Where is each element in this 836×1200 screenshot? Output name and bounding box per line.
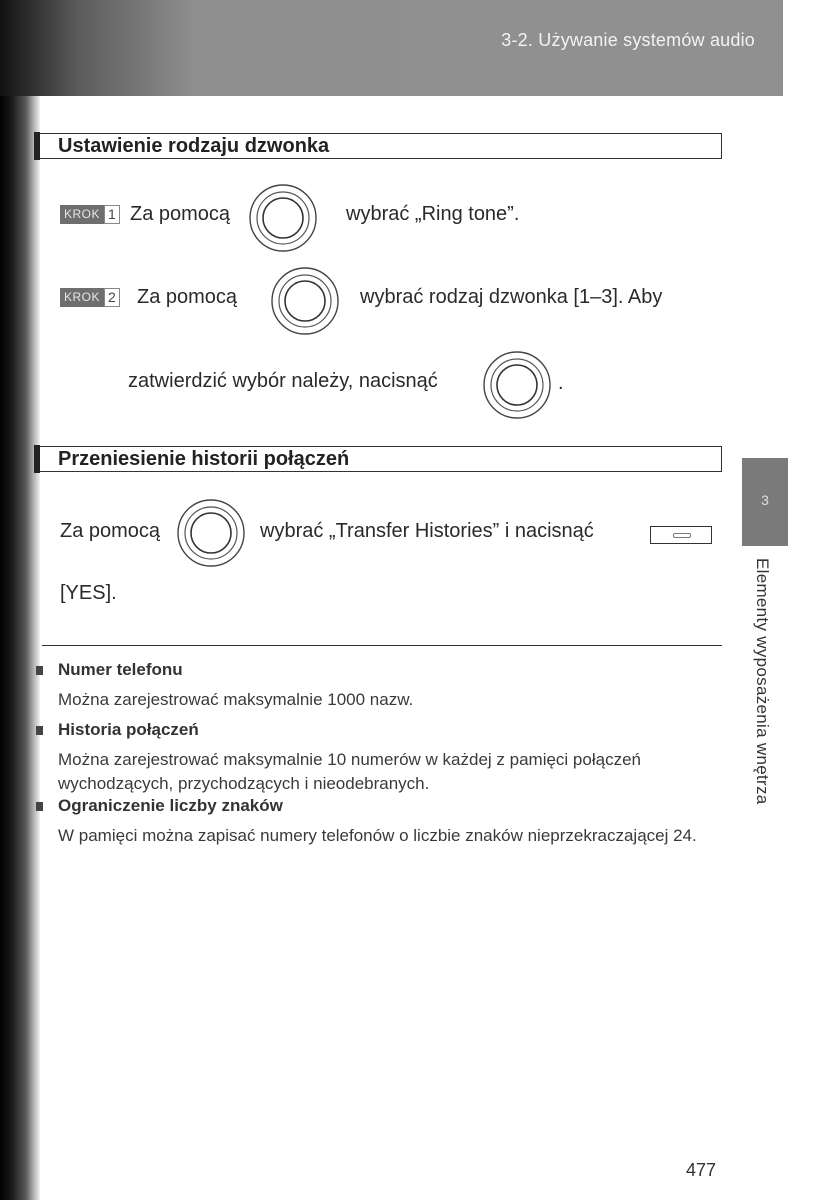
rotary-knob-icon [176,498,246,568]
note-body: W pamięci można zapisać numery telefonów o liczbie znaków nieprzekraczającej 24. [58,826,697,845]
chapter-title: 3-2. Używanie systemów audio [501,30,755,50]
note-body: Można zarejestrować maksymalnie 1000 nazw. [58,690,414,709]
step-badge-1 [60,205,120,224]
step-number: 2 [104,288,120,307]
note-bullet [36,726,43,735]
note-heading: Ograniczenie liczby znaków [58,796,283,815]
section-title: Przeniesienie historii połączeń [58,448,350,470]
section-title: Ustawienie rodzaju dzwonka [58,135,330,157]
chapter-tab [742,458,788,546]
step-text: wybrać rodzaj dzwonka [1–3]. Aby [360,286,663,308]
step-number: 1 [104,205,120,224]
section-heading-ring-tone [40,133,722,159]
heading-marker [34,445,40,473]
notes-divider [42,645,722,646]
transfer-text: Za pomocą [60,520,161,542]
button-symbol [673,533,691,538]
page-number: 477 [686,1160,717,1180]
step-text: Za pomocą [130,203,231,225]
step-text-end: . [558,372,564,394]
transfer-text: wybrać „Transfer Histories” i nacisnąć [260,520,594,542]
rotary-knob-icon [248,183,318,253]
section-heading-transfer [40,446,722,472]
phone-button-icon [650,526,712,544]
chapter-tab-label: Elementy wyposażenia wnętrza [753,558,772,805]
note-bullet [36,666,43,675]
step-badge-2 [60,288,120,307]
note-bullet [36,802,43,811]
chapter-tab-number: 3 [761,492,769,508]
rotary-knob-icon [482,350,552,420]
note-body: Można zarejestrować maksymalnie 10 numerów w każdej z pamięci połączeń wychodzących, przychodzących i nieodebranych. [58,750,641,793]
page-binding-shadow [0,0,40,1200]
step-label: KROK [60,205,104,224]
step-text-line2: zatwierdzić wybór należy, nacisnąć [128,370,438,392]
step-text: Za pomocą [137,286,238,308]
transfer-text-line2: [YES]. [60,582,117,604]
heading-marker [34,132,40,160]
step-label: KROK [60,288,104,307]
rotary-knob-icon [270,266,340,336]
note-heading: Historia połączeń [58,720,199,739]
step-text: wybrać „Ring tone”. [346,203,520,225]
chapter-header [0,0,783,96]
note-heading: Numer telefonu [58,660,183,679]
